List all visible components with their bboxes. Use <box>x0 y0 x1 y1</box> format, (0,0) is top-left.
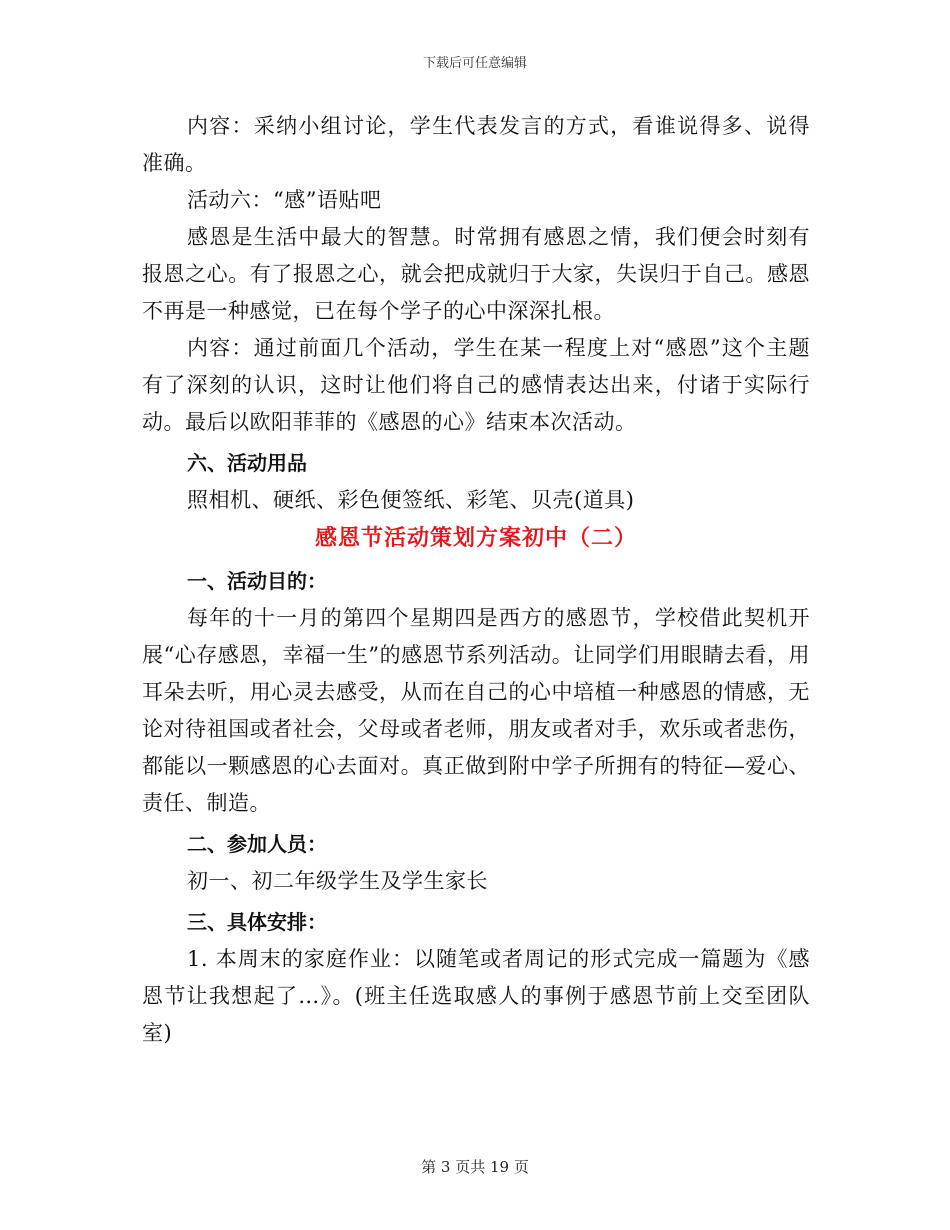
paragraph-activity-six: 活动六：“感”语贴吧 <box>187 188 382 212</box>
paragraph-content-discussion: 内容：采纳小组讨论，学生代表发言的方式，看谁说得多、说得准确。 <box>142 114 810 175</box>
section-heading-supplies: 六、活动用品 <box>187 451 307 475</box>
paragraph-gratitude-wisdom: 感恩是生活中最大的智慧。时常拥有感恩之情，我们便会时刻有报恩之心。有了报恩之心，就会把成就归于大家，失误归于自己。感恩不再是一种感觉，已在每个学子的心中深深扎根。 <box>142 225 810 323</box>
section-heading-participants: 二、参加人员： <box>187 832 327 856</box>
page-header: 下载后可任意编辑 <box>422 56 527 71</box>
document-section-title: 感恩节活动策划方案初中（二） <box>314 526 637 551</box>
paragraph-content-expression: 内容：通过前面几个活动，学生在某一程度上对“感恩”这个主题有了深刻的认识，这时让他们将自己的感情表达出来，付诸于实际行动。最后以欧阳菲菲的《感恩的心》结束本次活动。 <box>142 336 810 434</box>
page-footer: 第 3 页共 19 页 <box>421 1158 529 1176</box>
document-body <box>142 108 810 1052</box>
paragraph-participants: 初一、初二年级学生及学生家长 <box>187 869 488 893</box>
paragraph-arrangement-item-1: 1. 本周末的家庭作业：以随笔或者周记的形式完成一篇题为《感恩节让我想起了…》。(班主任选取感人的事例于感恩节前上交至团队室) <box>142 947 810 1045</box>
section-heading-arrangement: 三、具体安排： <box>187 910 327 934</box>
section-heading-purpose: 一、活动目的： <box>187 569 327 593</box>
paragraph-supplies-list: 照相机、硬纸、彩色便签纸、彩笔、贝壳(道具) <box>187 488 635 512</box>
paragraph-purpose: 每年的十一月的第四个星期四是西方的感恩节，学校借此契机开展“心存感恩，幸福一生”的感恩节系列活动。让同学们用眼睛去看，用耳朵去听，用心灵去感受，从而在自己的心中培植一种感恩的情感，无论对待祖国或者社会，父母或者老师，朋友或者对手，欢乐或者悲伤，都能以一颗感恩的心去面对。真正做到附中学子所拥有的特征—爱心、责任、制造。 <box>142 606 810 815</box>
